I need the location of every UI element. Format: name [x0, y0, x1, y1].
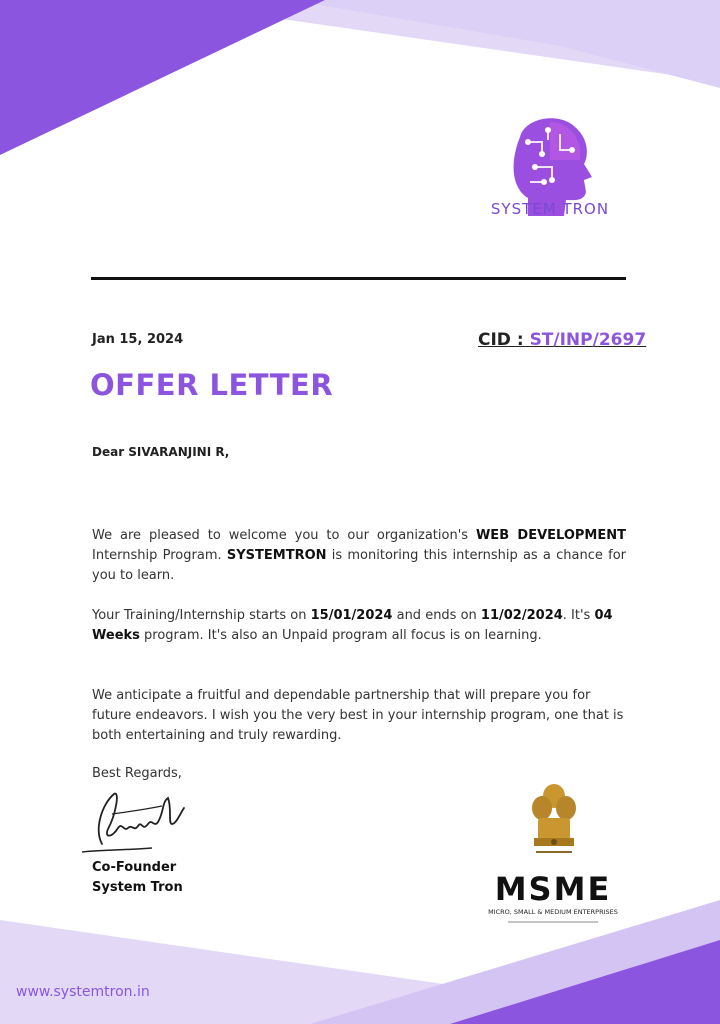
p2-text-1: Your Training/Internship starts on	[92, 608, 311, 623]
msme-logo	[488, 868, 618, 930]
p2-text-4: program. It's also an Unpaid program all focus is on learning.	[139, 628, 542, 643]
paragraph-closing: We anticipate a fruitful and dependable partnership that will prepare you for future endeavors. I wish you the very best in your internship program, one that is both entertaining and truly rewarding.	[92, 688, 624, 743]
national-emblem-icon	[526, 780, 582, 860]
p2-text-3: . It's	[562, 608, 595, 623]
regards: Best Regards,	[92, 766, 182, 781]
signer-title: Co-Founder	[92, 860, 177, 875]
paragraph-duration	[92, 606, 626, 646]
signature-image	[72, 784, 207, 859]
start-date: 15/01/2024	[310, 608, 393, 623]
msme-wordmark: MSME	[494, 870, 612, 908]
salutation: Dear SIVARANJINI R,	[92, 445, 230, 459]
cid-label: CID :	[478, 330, 530, 350]
page-title: OFFER LETTER	[90, 368, 334, 402]
p1-text-1: We are pleased to welcome you to our organization's	[92, 528, 476, 543]
top-purple-shape	[0, 0, 325, 155]
cid-value: ST/INP/2697	[529, 330, 647, 350]
program-duration: 04 Weeks	[92, 608, 613, 643]
cid-reference	[478, 330, 646, 350]
p2-text-2: and ends on	[392, 608, 481, 623]
signer-org: System Tron	[92, 880, 183, 895]
header-divider	[91, 277, 626, 280]
p1-text-3: is monitoring this internship as a chance for you to learn.	[92, 548, 626, 583]
program-name: WEB DEVELOPMENT	[475, 528, 626, 543]
letter-date: Jan 15, 2024	[92, 332, 184, 347]
website-link[interactable]: www.systemtron.in	[16, 984, 150, 1000]
msme-caption: MICRO, SMALL & MEDIUM ENTERPRISES	[488, 908, 618, 916]
p1-text-2: Internship Program.	[92, 548, 227, 563]
end-date: 11/02/2024	[480, 608, 563, 623]
signer-block	[92, 858, 183, 898]
paragraph-welcome	[92, 526, 626, 586]
company-name: SYSTEMTRON	[226, 548, 327, 563]
logo-text: SYSTEM TRON	[490, 200, 610, 218]
